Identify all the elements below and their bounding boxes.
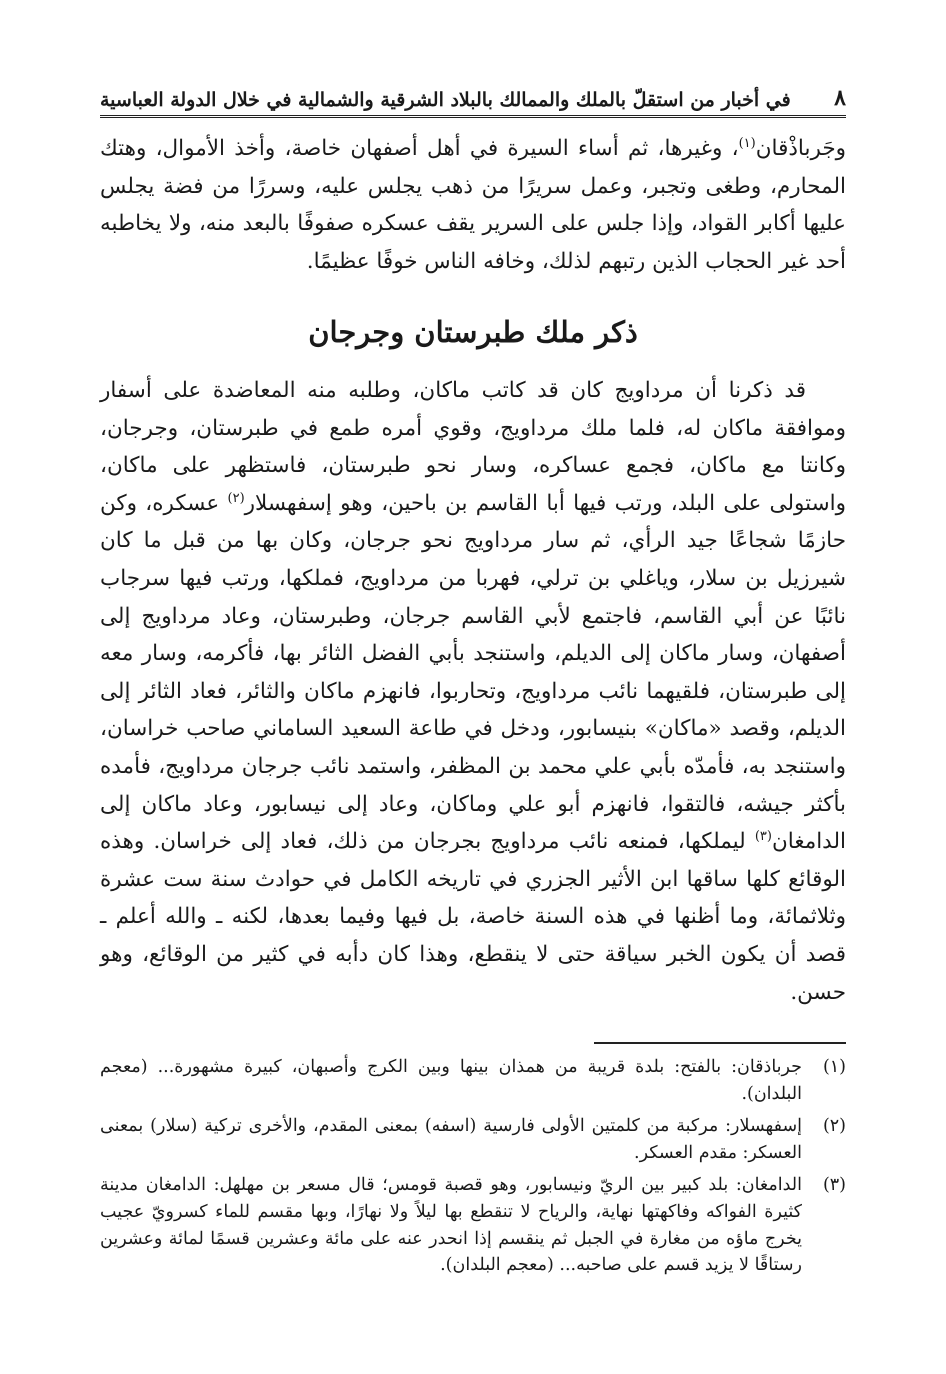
footnote-number: (٢) — [822, 1116, 846, 1137]
main-paragraph — [100, 372, 846, 1011]
footnote-text: إسفهسلار: مركبة من كلمتين الأولى فارسية (اسفه) بمعنى المقدم، والأخرى تركية (سلار) بمعنى العسكر: مقدم العسكر. — [100, 1116, 802, 1163]
running-title: في أخبار من استقلّ بالملك والممالك بالبلاد الشرقية والشمالية في خلال الدولة العباسية — [100, 89, 791, 111]
page-number: ٨ — [834, 85, 846, 111]
main-text-part-2: عسكره، وكن حازمًا شجاعًا جيد الرأي، ثم سار مرداويج نحو جرجان، وكان بها من قبل ما كان شيرزيل بن سلار، وياغلي بن ترلي، فهربا من مرداويج، فملكها، ورتب فيها سرجاب نائبًا عن أبي القاسم، فاجتمع لأبي القاسم جرجان، وطبرستان، وعاد مرداويج إلى أصفهان، وسار ماكان إلى الديلم، واستنجد بأبي الفضل الثائر بها، فأكرمه، وسار معه إلى طبرستان، فلقيهما نائب مرداويج، وتحاربوا، فانهزم ماكان والثائر، فعاد الثائر إلى الديلم، وقصد «ماكان» بنيسابور، ودخل في طاعة السعيد الساماني صاحب خراسان، واستنجد به، فأمدّه بأبي علي محمد بن المظفر، واستمد نائب جرجان مرداويج، فأمده بأكثر جيشه، فالتقوا، فانهزم أبو علي وماكان، وعاد إلى نيسابور، وعاد ماكان إلى الدامغان — [100, 490, 846, 855]
footnote-3 — [100, 1172, 846, 1278]
footnote-ref-1[interactable]: (١) — [738, 135, 756, 151]
footnote-separator — [594, 1042, 846, 1044]
footnote-ref-2[interactable]: (٢) — [227, 490, 245, 506]
footnote-text: الدامغان: بلد كبير بين الريّ ونيسابور، وهو قصبة قومس؛ قال مسعر بن مهلهل: الدامغان مدينة كثيرة الفواكه وفاكهتها نهاية، والرياح لا تنقطع بها ليلاً ولا نهارًا، وبها مقسم للماء كسرويّ عجيب يخرج ماؤه من مغارة في الجبل ثم ينقسم إذا انحدر عنه على مائة وعشرين قسمًا لمائة وعشرين رستاقًا لا يزيد قسم على صاحبه... (معجم البلدان). — [100, 1175, 802, 1276]
footnote-number: (١) — [822, 1057, 846, 1077]
footnote-2 — [100, 1113, 846, 1166]
main-text-part-1: قد ذكرنا أن مرداويج كان قد كاتب ماكان، وطلبه منه المعاضدة على أسفار وموافقة ماكان له، فلما ملك مرداويج، وقوي أمره طمع في طبرستان، وجرجان، وكانتا مع ماكان، فجمع عساكره، وسار نحو طبرستان، فاستظهر على ماكان، واستولى على البلد، ورتب فيها أبا القاسم بن باحين، وهو إسفهسلار — [100, 378, 846, 516]
running-header — [100, 82, 846, 118]
footnote-1 — [100, 1054, 846, 1107]
footnote-ref-3[interactable]: (٣) — [754, 828, 772, 844]
footnote-number: (٣) — [822, 1175, 846, 1196]
main-text-part-3: ليملكها، فمنعه نائب مرداويج بجرجان من ذلك، فعاد إلى خراسان. وهذه الوقائع كلها ساقها ابن الأثير الجزري في تاريخه الكامل في حوادث سنة ست عشرة وثلاثمائة، وما أظنها في هذه السنة خاصة، بل فيها وفيما بعدها، لكنه ـ والله أعلم ـ قصد أن يكون الخبر سياقة حتى لا ينقطع، وهذا كان دأبه في كثير من الوقائع، وهو حسن. — [100, 829, 846, 1005]
section-title: ذكر ملك طبرستان وجرجان — [308, 315, 638, 349]
footnote-text: جرباذقان: بالفتح: بلدة قريبة من همذان بينها وبين الكرج وأصبهان، كبيرة مشهورة... (معجم البلدان). — [100, 1057, 802, 1104]
footnotes — [100, 1054, 846, 1285]
intro-text-rest: ، وغيرها، ثم أساء السيرة في أهل أصفهان خاصة، وأخذ الأموال، وهتك المحارم، وطغى وتجبر، وعمل سريرًا من ذهب يجلس عليه، وسررًا من فضة يجلس عليها أكابر القواد، وإذا جلس على السرير يقف عسكره صفوفًا بالبعد منه، ولا يخاطبه أحد غير الحجاب الذين رتبهم لذلك، وخافه الناس خوفًا عظيمًا. — [100, 136, 846, 274]
intro-text-start: وجَرباذْقان — [755, 136, 846, 161]
intro-paragraph — [100, 130, 846, 280]
